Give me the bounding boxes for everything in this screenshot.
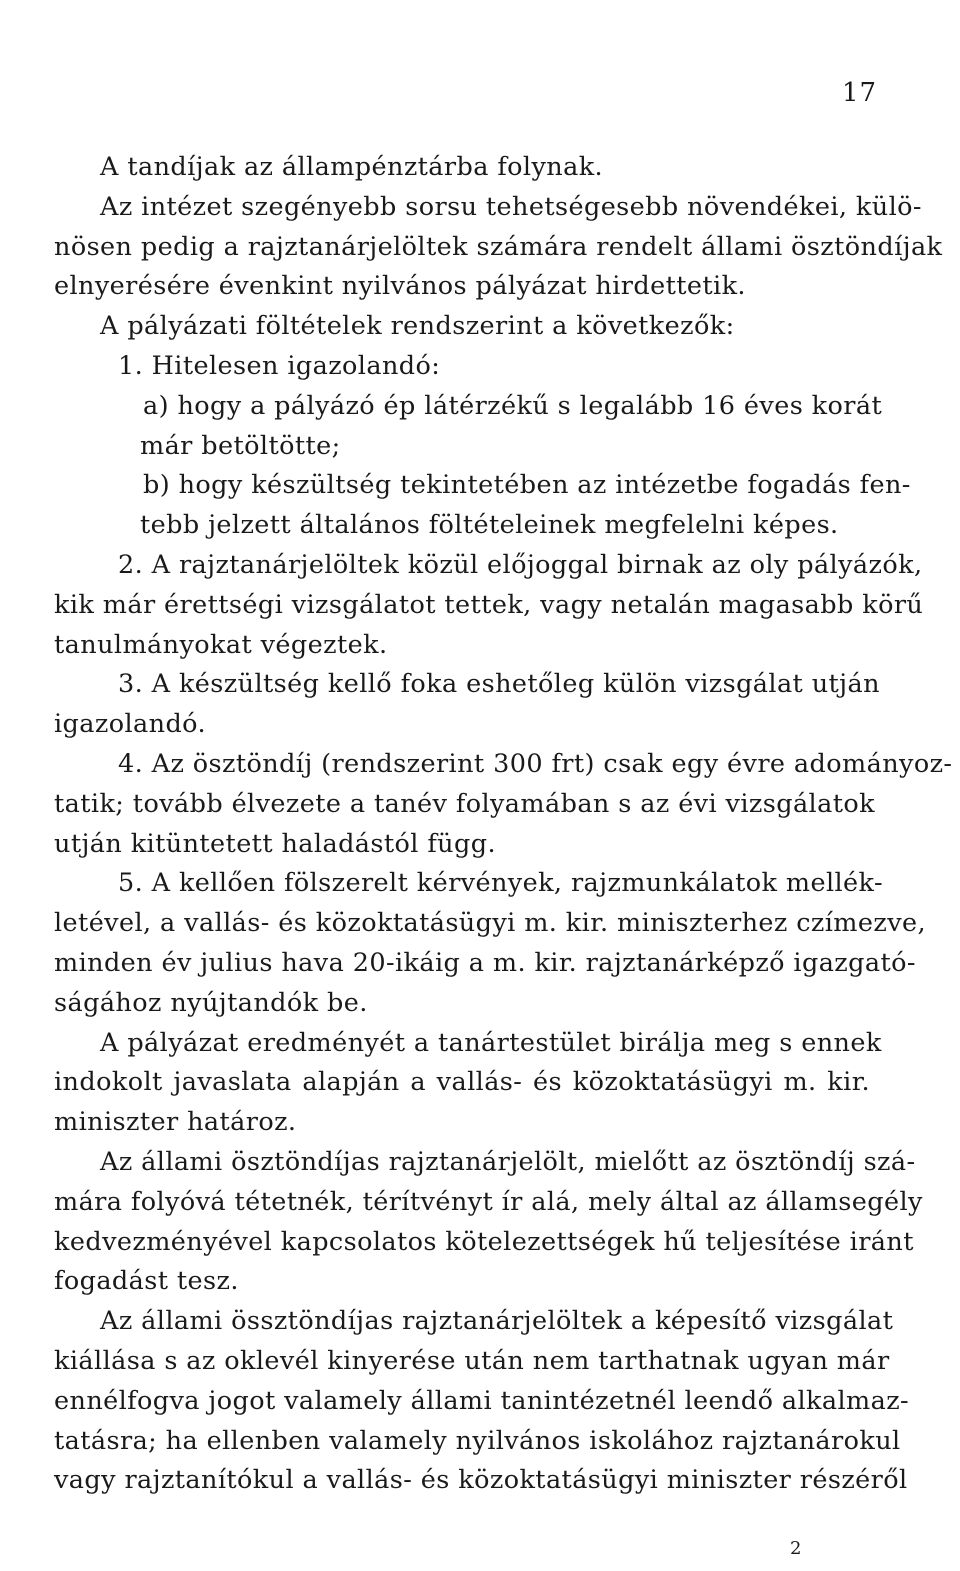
text-line: A pályázati föltételek rendszerint a következők: <box>100 311 735 342</box>
text-line: kiállása s az oklevél kinyerése után nem tarthatnak ugyan már <box>54 1345 890 1376</box>
text-line: Az állami ösztöndíjas rajztanárjelölt, mielőtt az ösztöndíj szá- <box>100 1146 916 1177</box>
text-line: tanulmányokat végeztek. <box>54 629 388 660</box>
text-line: miniszter határoz. <box>54 1107 297 1138</box>
text-line: már betöltötte; <box>140 430 341 461</box>
text-line: tebb jelzett általános föltételeinek megfelelni képes. <box>140 510 839 541</box>
text-line: fogadást tesz. <box>54 1266 239 1297</box>
text-line: minden év julius hava 20-ikáig a m. kir. rajztanárképző igazgató- <box>54 947 916 978</box>
body-text <box>54 148 953 1501</box>
text-line: vagy rajztanítókul a vallás- és közoktatásügyi miniszter részéről <box>54 1465 908 1496</box>
text-line: igazolandó. <box>54 709 206 740</box>
text-line: letével, a vallás- és közoktatásügyi m. kir. miniszterhez czímezve, <box>54 908 927 939</box>
text-line: mára folyóvá tétetnék, térítvényt ír alá, mely által az államsegély <box>54 1186 923 1217</box>
signature-mark: 2 <box>790 1538 802 1559</box>
text-line: tatásra; ha ellenben valamely nyilvános iskolához rajztanárokul <box>54 1425 901 1456</box>
text-line: A pályázat eredményét a tanártestület birálja meg s ennek <box>100 1027 882 1058</box>
text-line: b) hogy készültség tekintetében az intézetbe fogadás fen- <box>143 470 911 501</box>
text-line: 3. A készültség kellő foka eshetőleg külön vizsgálat utján <box>118 669 880 700</box>
page-number: 17 <box>842 78 878 108</box>
text-line: elnyerésére évenkint nyilvános pályázat hirdettetik. <box>54 271 746 302</box>
text-line: 1. Hitelesen igazolandó: <box>118 350 441 381</box>
text-line: A tandíjak az állampénztárba folynak. <box>100 152 604 182</box>
text-line: Az intézet szegényebb sorsu tehetségesebb növendékei, külö- <box>100 191 922 222</box>
text-line: Az állami össztöndíjas rajztanárjelöltek a képesítő vizsgálat <box>100 1306 894 1337</box>
text-line: ennélfogva jogot valamely állami tanintézetnél leendő alkalmaz- <box>54 1385 910 1416</box>
text-line: kik már érettségi vizsgálatot tettek, vagy netalán magasabb körű <box>54 589 924 620</box>
text-line: 4. Az ösztöndíj (rendszerint 300 frt) csak egy évre adományoz- <box>118 748 953 779</box>
text-line: 2. A rajztanárjelöltek közül előjoggal birnak az oly pályázók, <box>118 549 923 580</box>
text-line: a) hogy a pályázó ép látérzékű s legalább 16 éves korát <box>143 390 883 421</box>
text-line: utján kitüntetett haladástól függ. <box>54 828 496 859</box>
text-line: kedvezményével kapcsolatos kötelezettségek hű teljesítése iránt <box>54 1226 914 1257</box>
text-line: 5. A kellően fölszerelt kérvények, rajzmunkálatok mellék- <box>118 868 883 899</box>
text-line: nösen pedig a rajztanárjelöltek számára rendelt állami ösztöndíjak <box>54 231 943 262</box>
text-line: tatik; tovább élvezete a tanév folyamában s az évi vizsgálatok <box>54 788 875 819</box>
text-line: indokolt javaslata alapján a vallás- és közoktatásügyi m. kir. <box>54 1067 870 1098</box>
text-line: ságához nyújtandók be. <box>54 987 368 1018</box>
